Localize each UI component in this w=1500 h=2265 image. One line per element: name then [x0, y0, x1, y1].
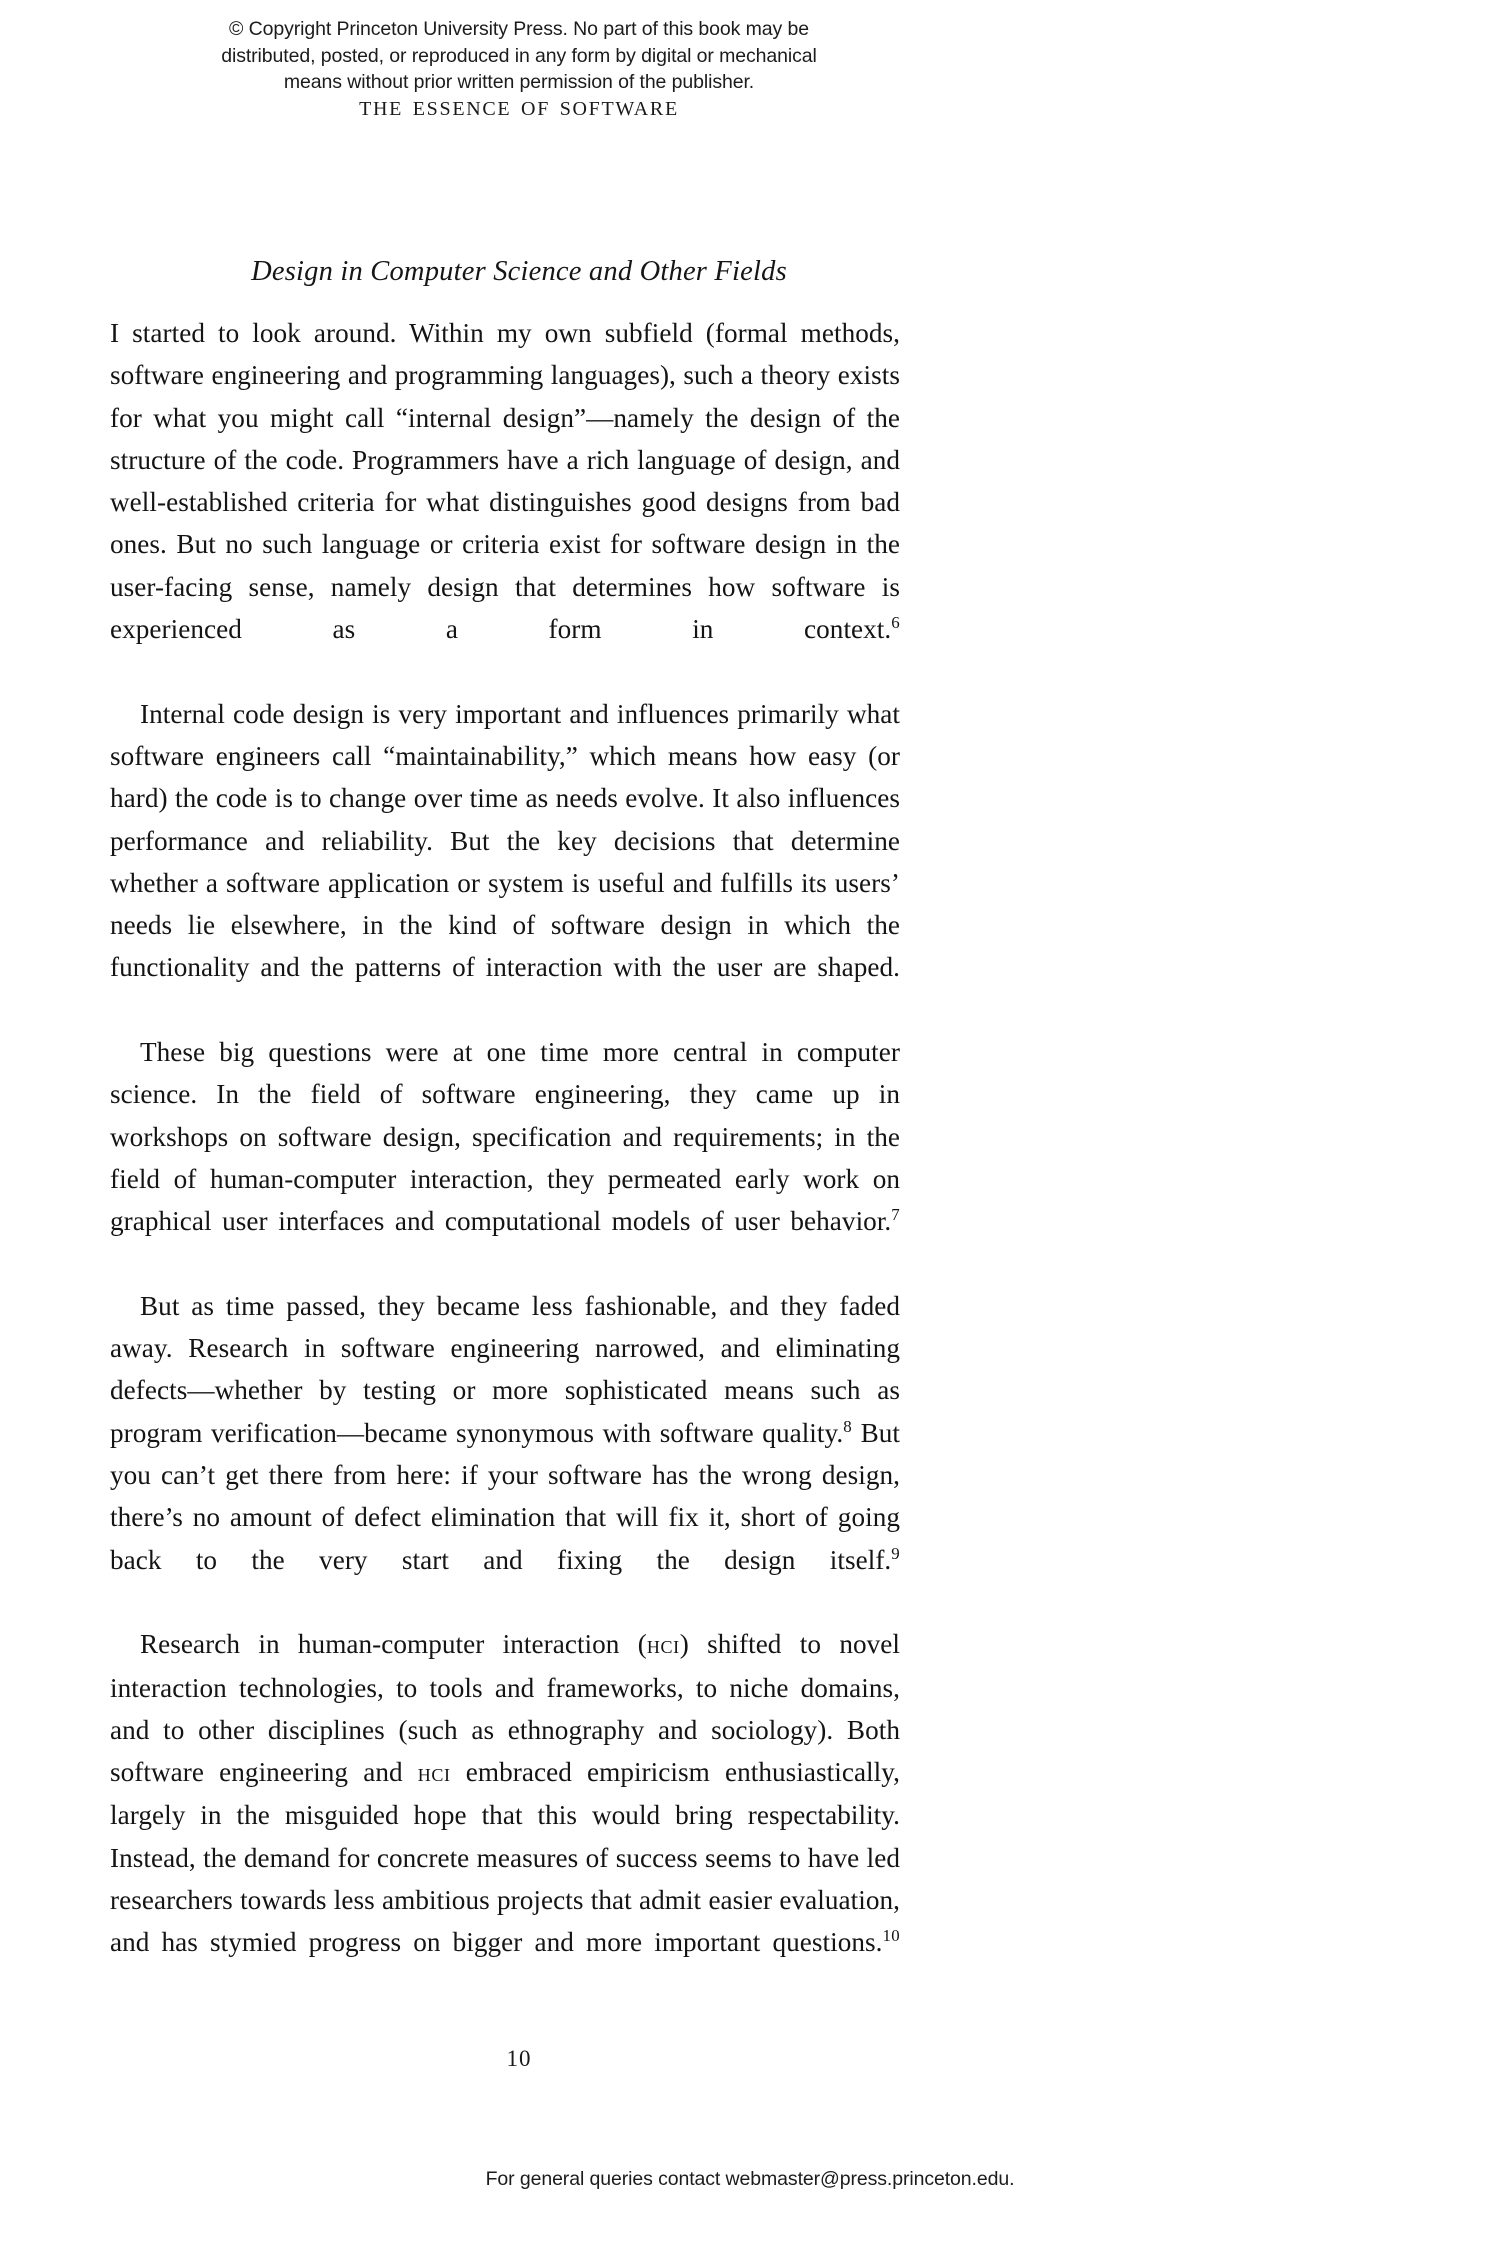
paragraph-2 — [110, 693, 900, 1031]
paragraph-3 — [110, 1031, 900, 1285]
footnote-marker-8: 8 — [843, 1416, 852, 1436]
footer-queries-notice: For general queries contact webmaster@press.princeton.edu. — [485, 2168, 1015, 2190]
paragraph-2-text: Internal code design is very important and influences primarily what software engineers call “maintainability,” which means how easy (or hard) the code is to change over time as needs evolve. It also influences performance and reliability. But the key decisions that determine whether a software application or system is useful and fulfills its users’ needs lie elsewhere, in the kind of software design in which the functionality and the patterns of interaction with the user are shaped. — [110, 698, 900, 983]
paragraph-5-text-a: Research in human-computer interaction ( — [140, 1629, 647, 1660]
paragraph-5 — [110, 1623, 900, 2006]
footnote-marker-7: 7 — [891, 1205, 900, 1225]
paragraph-1-text: I started to look around. Within my own subfield (formal methods, software engineering and programming languages), such a theory exists for what you might call “internal design”—namely the design of the structure of the code. Programmers have a rich language of design, and well-established criteria for what distinguishes good designs from bad ones. But no such language or criteria exist for software design in the user-facing sense, namely design that determines how software is experienced as a form in context. — [110, 318, 900, 645]
footnote-marker-9: 9 — [891, 1543, 900, 1563]
paragraph-4-text-a: But as time passed, they became less fashionable, and they faded away. Research in software engineering narrowed, and eliminating defects—whether by testing or more sophisticated means such as program verification—became synonymous with software quality. — [110, 1290, 900, 1448]
acronym-hci-first: hci — [646, 1630, 680, 1660]
copyright-notice — [0, 16, 1038, 96]
footnote-marker-6: 6 — [891, 613, 900, 633]
running-head: THE ESSENCE OF SOFTWARE — [359, 98, 679, 120]
paragraph-1 — [110, 312, 900, 693]
acronym-hci-second: hci — [417, 1758, 451, 1788]
paragraph-5-text-b: ) shifted to novel interaction technologies, to tools and frameworks, to niche domains, and to other disciplines (such as ethnography and sociology). Both software engineering and — [110, 1629, 900, 1788]
paragraph-3-text: These big questions were at one time more central in computer science. In the field of software engineering, they came up in workshops on software design, specification and requirements; in the field of human-computer interaction, they permeated early work on graphical user interfaces and computational models of user behavior. — [110, 1037, 900, 1237]
paragraph-4-text-b: But you can’t get there from here: if your software has the wrong design, there’s no amount of defect elimination that will fix it, short of going back to the very start and fixing the design itself. — [110, 1417, 900, 1575]
body-text — [110, 312, 900, 2006]
copyright-line-2: distributed, posted, or reproduced in any form by digital or mechanical — [221, 44, 817, 67]
copyright-line-3: means without prior written permission of the publisher. — [283, 71, 755, 93]
page-number: 10 — [506, 2046, 532, 2071]
footnote-marker-10: 10 — [882, 1926, 900, 1946]
copyright-line-1: © Copyright Princeton University Press. No part of this book may be — [229, 18, 809, 40]
paragraph-4 — [110, 1285, 900, 1623]
section-heading: Design in Computer Science and Other Fields — [251, 256, 787, 287]
paragraph-5-text-c: embraced empiricism enthusiastically, largely in the misguided hope that this would bring respectability. Instead, the demand for concrete measures of success seems to have led researchers towards less ambitious projects that admit easier evaluation, and has stymied progress on bigger and more important questions. — [110, 1757, 900, 1958]
